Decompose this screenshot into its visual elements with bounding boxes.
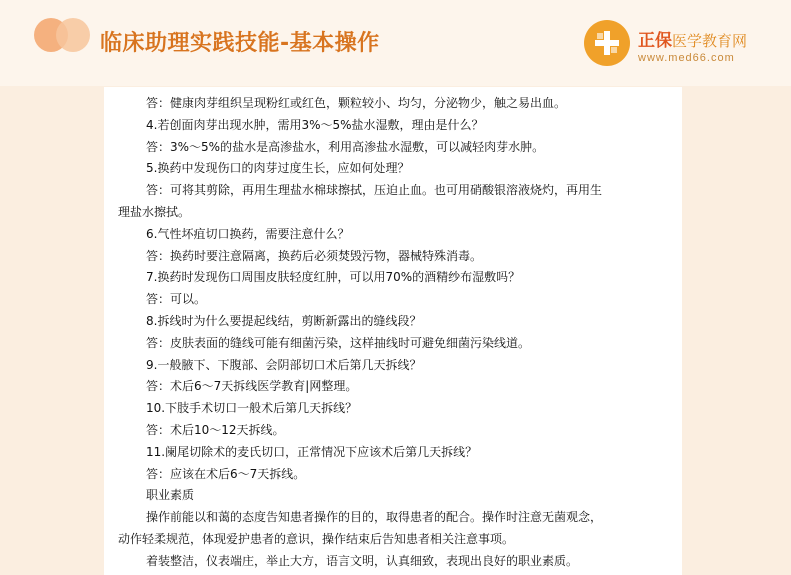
- quote-decoration-icon: [34, 18, 78, 56]
- text-line: 答：皮肤表面的缝线可能有细菌污染，这样抽线时可避免细菌污染线道。: [146, 335, 531, 350]
- text-line: 11.阑尾切除术的麦氏切口，正常情况下应该术后第几天拆线？: [146, 444, 478, 459]
- text-line: 7.换药时发现伤口周围皮肤轻度红肿，可以用70%的酒精纱布湿敷吗？: [146, 270, 521, 285]
- logo-url: www.med66.com: [638, 52, 735, 64]
- logo-brand-name: [638, 26, 747, 51]
- document-body: [118, 93, 678, 573]
- text-line: 10.下肢手术切口一般术后第几天拆线？: [146, 401, 358, 416]
- text-line: 答：可以。: [146, 292, 207, 307]
- header-banner: [0, 0, 791, 86]
- logo-brand-sub: 医学教育网: [672, 32, 748, 50]
- text-line: 答：术后6～7天拆线医学教育|网整理。: [146, 379, 358, 394]
- medical-cross-icon: [584, 20, 630, 66]
- text-line: 答：换药时要注意隔离，换药后必须焚毁污物，器械特殊消毒。: [146, 248, 483, 263]
- text-line: 理盐水擦拭。: [118, 204, 191, 219]
- text-line: 8.拆线时为什么要提起线结，剪断新露出的缝线段？: [146, 313, 422, 328]
- text-line: 操作前能以和蔼的态度告知患者操作的目的，取得患者的配合。操作时注意无菌观念，: [146, 510, 603, 525]
- text-line: 6.气性坏疽切口换药，需要注意什么？: [146, 226, 350, 241]
- text-line: 9.一般腋下、下腹部、会阴部切口术后第几天拆线？: [146, 357, 422, 372]
- text-line: 答：健康肉芽组织呈现粉红或红色，颗粒较小、均匀，分泌物少，触之易出血。: [146, 96, 567, 110]
- brand-logo[interactable]: [582, 20, 772, 72]
- text-line: 动作轻柔规范，体现爱护患者的意识，操作结束后告知患者相关注意事项。: [118, 531, 515, 546]
- text-line: 答：应该在术后6～7天拆线。: [146, 466, 306, 481]
- page-title: 临床助理实践技能-基本操作: [100, 31, 380, 56]
- logo-brand-main: 正保: [638, 31, 672, 51]
- text-line: 答：可将其剪除，再用生理盐水棉球擦拭，压迫止血。也可用硝酸银溶液烧灼，再用生: [146, 183, 603, 198]
- text-line: 答：术后10～12天拆线。: [146, 422, 285, 437]
- text-line: 着装整洁，仪表端庄，举止大方，语言文明，认真细致，表现出良好的职业素质。: [146, 553, 579, 568]
- text-line: 职业素质: [146, 488, 195, 503]
- text-line: 4.若创面肉芽出现水肿，需用3%～5%盐水湿敷，理由是什么？: [146, 117, 484, 132]
- text-line: 答：3%～5%的盐水是高渗盐水，利用高渗盐水湿敷，可以减轻肉芽水肿。: [146, 139, 545, 154]
- text-line: 5.换药中发现伤口的肉芽过度生长，应如何处理？: [146, 161, 410, 176]
